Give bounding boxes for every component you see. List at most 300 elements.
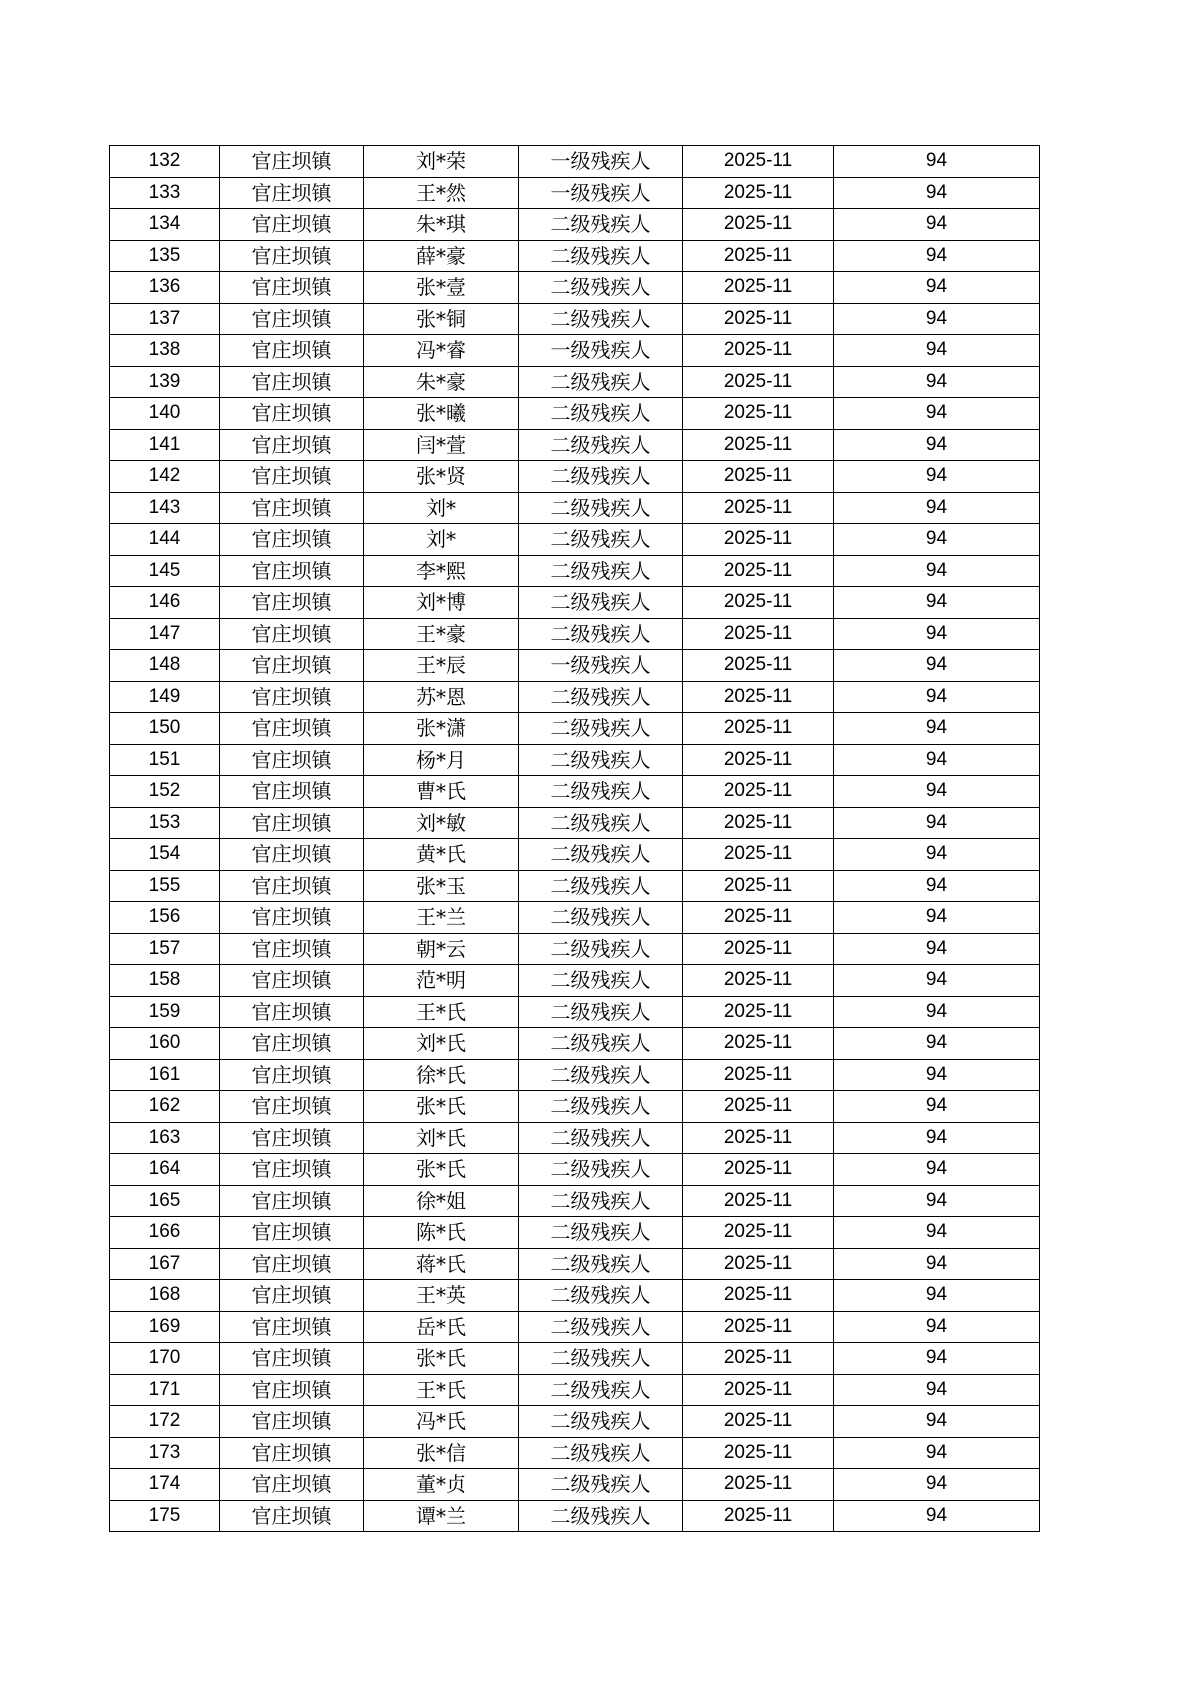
table-row	[110, 555, 1040, 587]
month-cell: 2025-11	[683, 713, 834, 745]
month-cell: 2025-11	[683, 965, 834, 997]
town-cell: 官庄坝镇	[220, 429, 364, 461]
table-row	[110, 870, 1040, 902]
disability-level-cell: 二级残疾人	[519, 1311, 683, 1343]
disability-level-cell: 二级残疾人	[519, 461, 683, 493]
name-cell: 李*熙	[364, 555, 519, 587]
disability-level-cell: 二级残疾人	[519, 1091, 683, 1123]
month-cell: 2025-11	[683, 366, 834, 398]
name-cell: 王*兰	[364, 902, 519, 934]
town-cell: 官庄坝镇	[220, 335, 364, 367]
amount-cell: 94	[834, 429, 1040, 461]
disability-level-cell: 二级残疾人	[519, 965, 683, 997]
table-row	[110, 1406, 1040, 1438]
table-row	[110, 272, 1040, 304]
town-cell: 官庄坝镇	[220, 303, 364, 335]
table-row	[110, 1185, 1040, 1217]
name-cell: 刘*博	[364, 587, 519, 619]
table-row	[110, 429, 1040, 461]
town-cell: 官庄坝镇	[220, 933, 364, 965]
town-cell: 官庄坝镇	[220, 177, 364, 209]
town-cell: 官庄坝镇	[220, 681, 364, 713]
amount-cell: 94	[834, 713, 1040, 745]
disability-level-cell: 二级残疾人	[519, 776, 683, 808]
table-row	[110, 398, 1040, 430]
town-cell: 官庄坝镇	[220, 1028, 364, 1060]
disability-level-cell: 二级残疾人	[519, 1280, 683, 1312]
table-row	[110, 1091, 1040, 1123]
month-cell: 2025-11	[683, 335, 834, 367]
table-row	[110, 335, 1040, 367]
disability-level-cell: 二级残疾人	[519, 209, 683, 241]
name-cell: 杨*月	[364, 744, 519, 776]
amount-cell: 94	[834, 366, 1040, 398]
table-body	[110, 146, 1040, 1532]
amount-cell: 94	[834, 618, 1040, 650]
row-number-cell: 167	[110, 1248, 220, 1280]
row-number-cell: 132	[110, 146, 220, 178]
table-row	[110, 1280, 1040, 1312]
name-cell: 王*豪	[364, 618, 519, 650]
name-cell: 刘*	[364, 492, 519, 524]
name-cell: 张*壹	[364, 272, 519, 304]
table-row	[110, 807, 1040, 839]
table-row	[110, 1311, 1040, 1343]
row-number-cell: 159	[110, 996, 220, 1028]
town-cell: 官庄坝镇	[220, 744, 364, 776]
town-cell: 官庄坝镇	[220, 1185, 364, 1217]
town-cell: 官庄坝镇	[220, 524, 364, 556]
disability-level-cell: 二级残疾人	[519, 1154, 683, 1186]
row-number-cell: 164	[110, 1154, 220, 1186]
month-cell: 2025-11	[683, 933, 834, 965]
month-cell: 2025-11	[683, 272, 834, 304]
amount-cell: 94	[834, 240, 1040, 272]
month-cell: 2025-11	[683, 1343, 834, 1375]
month-cell: 2025-11	[683, 1059, 834, 1091]
month-cell: 2025-11	[683, 1248, 834, 1280]
row-number-cell: 138	[110, 335, 220, 367]
amount-cell: 94	[834, 1311, 1040, 1343]
month-cell: 2025-11	[683, 1154, 834, 1186]
disability-level-cell: 二级残疾人	[519, 272, 683, 304]
month-cell: 2025-11	[683, 744, 834, 776]
amount-cell: 94	[834, 1248, 1040, 1280]
row-number-cell: 150	[110, 713, 220, 745]
row-number-cell: 145	[110, 555, 220, 587]
town-cell: 官庄坝镇	[220, 996, 364, 1028]
month-cell: 2025-11	[683, 1500, 834, 1532]
disability-level-cell: 二级残疾人	[519, 1122, 683, 1154]
row-number-cell: 133	[110, 177, 220, 209]
town-cell: 官庄坝镇	[220, 1437, 364, 1469]
month-cell: 2025-11	[683, 555, 834, 587]
month-cell: 2025-11	[683, 461, 834, 493]
town-cell: 官庄坝镇	[220, 1122, 364, 1154]
table-row	[110, 1374, 1040, 1406]
name-cell: 刘*荣	[364, 146, 519, 178]
table-row	[110, 933, 1040, 965]
amount-cell: 94	[834, 1374, 1040, 1406]
table-row	[110, 1437, 1040, 1469]
row-number-cell: 144	[110, 524, 220, 556]
row-number-cell: 146	[110, 587, 220, 619]
table-row	[110, 650, 1040, 682]
name-cell: 刘*氏	[364, 1122, 519, 1154]
table-row	[110, 618, 1040, 650]
disability-level-cell: 二级残疾人	[519, 398, 683, 430]
town-cell: 官庄坝镇	[220, 1280, 364, 1312]
row-number-cell: 135	[110, 240, 220, 272]
month-cell: 2025-11	[683, 1406, 834, 1438]
town-cell: 官庄坝镇	[220, 587, 364, 619]
name-cell: 冯*氏	[364, 1406, 519, 1438]
name-cell: 蒋*氏	[364, 1248, 519, 1280]
amount-cell: 94	[834, 1280, 1040, 1312]
amount-cell: 94	[834, 1406, 1040, 1438]
name-cell: 刘*敏	[364, 807, 519, 839]
disability-level-cell: 二级残疾人	[519, 807, 683, 839]
disability-level-cell: 二级残疾人	[519, 429, 683, 461]
amount-cell: 94	[834, 492, 1040, 524]
disability-level-cell: 二级残疾人	[519, 1500, 683, 1532]
row-number-cell: 171	[110, 1374, 220, 1406]
amount-cell: 94	[834, 1500, 1040, 1532]
table-row	[110, 1122, 1040, 1154]
month-cell: 2025-11	[683, 429, 834, 461]
row-number-cell: 141	[110, 429, 220, 461]
row-number-cell: 137	[110, 303, 220, 335]
row-number-cell: 134	[110, 209, 220, 241]
row-number-cell: 160	[110, 1028, 220, 1060]
table-row	[110, 713, 1040, 745]
table-row	[110, 744, 1040, 776]
row-number-cell: 172	[110, 1406, 220, 1438]
row-number-cell: 139	[110, 366, 220, 398]
row-number-cell: 140	[110, 398, 220, 430]
name-cell: 冯*睿	[364, 335, 519, 367]
town-cell: 官庄坝镇	[220, 272, 364, 304]
town-cell: 官庄坝镇	[220, 1248, 364, 1280]
disability-level-cell: 二级残疾人	[519, 1406, 683, 1438]
table-row	[110, 587, 1040, 619]
table-row	[110, 177, 1040, 209]
table-row	[110, 1028, 1040, 1060]
row-number-cell: 154	[110, 839, 220, 871]
town-cell: 官庄坝镇	[220, 902, 364, 934]
disability-level-cell: 二级残疾人	[519, 1343, 683, 1375]
month-cell: 2025-11	[683, 209, 834, 241]
amount-cell: 94	[834, 524, 1040, 556]
name-cell: 王*氏	[364, 996, 519, 1028]
month-cell: 2025-11	[683, 524, 834, 556]
row-number-cell: 151	[110, 744, 220, 776]
name-cell: 张*氏	[364, 1343, 519, 1375]
disability-level-cell: 二级残疾人	[519, 1217, 683, 1249]
amount-cell: 94	[834, 1059, 1040, 1091]
month-cell: 2025-11	[683, 1437, 834, 1469]
month-cell: 2025-11	[683, 398, 834, 430]
name-cell: 董*贞	[364, 1469, 519, 1501]
month-cell: 2025-11	[683, 1280, 834, 1312]
month-cell: 2025-11	[683, 303, 834, 335]
month-cell: 2025-11	[683, 839, 834, 871]
amount-cell: 94	[834, 650, 1040, 682]
amount-cell: 94	[834, 335, 1040, 367]
amount-cell: 94	[834, 398, 1040, 430]
row-number-cell: 162	[110, 1091, 220, 1123]
town-cell: 官庄坝镇	[220, 1469, 364, 1501]
town-cell: 官庄坝镇	[220, 1343, 364, 1375]
name-cell: 张*信	[364, 1437, 519, 1469]
month-cell: 2025-11	[683, 1469, 834, 1501]
name-cell: 王*英	[364, 1280, 519, 1312]
disability-level-cell: 二级残疾人	[519, 996, 683, 1028]
row-number-cell: 161	[110, 1059, 220, 1091]
name-cell: 朱*琪	[364, 209, 519, 241]
row-number-cell: 166	[110, 1217, 220, 1249]
month-cell: 2025-11	[683, 240, 834, 272]
month-cell: 2025-11	[683, 1028, 834, 1060]
amount-cell: 94	[834, 902, 1040, 934]
month-cell: 2025-11	[683, 1217, 834, 1249]
row-number-cell: 153	[110, 807, 220, 839]
row-number-cell: 165	[110, 1185, 220, 1217]
amount-cell: 94	[834, 555, 1040, 587]
name-cell: 刘*氏	[364, 1028, 519, 1060]
disability-level-cell: 二级残疾人	[519, 555, 683, 587]
month-cell: 2025-11	[683, 1311, 834, 1343]
table-row	[110, 902, 1040, 934]
row-number-cell: 168	[110, 1280, 220, 1312]
amount-cell: 94	[834, 1154, 1040, 1186]
row-number-cell: 156	[110, 902, 220, 934]
amount-cell: 94	[834, 1217, 1040, 1249]
amount-cell: 94	[834, 1091, 1040, 1123]
table-row	[110, 996, 1040, 1028]
name-cell: 黄*氏	[364, 839, 519, 871]
town-cell: 官庄坝镇	[220, 492, 364, 524]
month-cell: 2025-11	[683, 996, 834, 1028]
table-row	[110, 1469, 1040, 1501]
name-cell: 张*玉	[364, 870, 519, 902]
amount-cell: 94	[834, 776, 1040, 808]
amount-cell: 94	[834, 1028, 1040, 1060]
amount-cell: 94	[834, 209, 1040, 241]
town-cell: 官庄坝镇	[220, 146, 364, 178]
table-row	[110, 240, 1040, 272]
name-cell: 徐*氏	[364, 1059, 519, 1091]
name-cell: 张*贤	[364, 461, 519, 493]
disability-level-cell: 二级残疾人	[519, 1028, 683, 1060]
name-cell: 岳*氏	[364, 1311, 519, 1343]
row-number-cell: 155	[110, 870, 220, 902]
table-row	[110, 965, 1040, 997]
name-cell: 张*氏	[364, 1091, 519, 1123]
amount-cell: 94	[834, 1185, 1040, 1217]
disability-level-cell: 一级残疾人	[519, 650, 683, 682]
amount-cell: 94	[834, 272, 1040, 304]
amount-cell: 94	[834, 1122, 1040, 1154]
table-row	[110, 303, 1040, 335]
name-cell: 王*然	[364, 177, 519, 209]
month-cell: 2025-11	[683, 146, 834, 178]
name-cell: 刘*	[364, 524, 519, 556]
month-cell: 2025-11	[683, 587, 834, 619]
disability-level-cell: 二级残疾人	[519, 839, 683, 871]
amount-cell: 94	[834, 807, 1040, 839]
town-cell: 官庄坝镇	[220, 366, 364, 398]
name-cell: 张*曦	[364, 398, 519, 430]
table-row	[110, 492, 1040, 524]
amount-cell: 94	[834, 933, 1040, 965]
row-number-cell: 169	[110, 1311, 220, 1343]
amount-cell: 94	[834, 1343, 1040, 1375]
row-number-cell: 163	[110, 1122, 220, 1154]
name-cell: 陈*氏	[364, 1217, 519, 1249]
amount-cell: 94	[834, 965, 1040, 997]
disability-level-cell: 一级残疾人	[519, 335, 683, 367]
town-cell: 官庄坝镇	[220, 240, 364, 272]
amount-cell: 94	[834, 146, 1040, 178]
disability-level-cell: 二级残疾人	[519, 902, 683, 934]
town-cell: 官庄坝镇	[220, 839, 364, 871]
disability-level-cell: 二级残疾人	[519, 1374, 683, 1406]
row-number-cell: 149	[110, 681, 220, 713]
table-row	[110, 366, 1040, 398]
table-row	[110, 146, 1040, 178]
table-row	[110, 461, 1040, 493]
town-cell: 官庄坝镇	[220, 1091, 364, 1123]
amount-cell: 94	[834, 996, 1040, 1028]
town-cell: 官庄坝镇	[220, 713, 364, 745]
amount-cell: 94	[834, 681, 1040, 713]
disability-level-cell: 二级残疾人	[519, 933, 683, 965]
town-cell: 官庄坝镇	[220, 776, 364, 808]
month-cell: 2025-11	[683, 492, 834, 524]
town-cell: 官庄坝镇	[220, 461, 364, 493]
name-cell: 徐*姐	[364, 1185, 519, 1217]
disability-level-cell: 二级残疾人	[519, 1059, 683, 1091]
disability-level-cell: 二级残疾人	[519, 492, 683, 524]
town-cell: 官庄坝镇	[220, 1374, 364, 1406]
town-cell: 官庄坝镇	[220, 1500, 364, 1532]
month-cell: 2025-11	[683, 776, 834, 808]
town-cell: 官庄坝镇	[220, 1059, 364, 1091]
town-cell: 官庄坝镇	[220, 870, 364, 902]
town-cell: 官庄坝镇	[220, 965, 364, 997]
name-cell: 薛*豪	[364, 240, 519, 272]
table-row	[110, 1500, 1040, 1532]
amount-cell: 94	[834, 870, 1040, 902]
disability-level-cell: 二级残疾人	[519, 870, 683, 902]
name-cell: 张*氏	[364, 1154, 519, 1186]
table-row	[110, 1343, 1040, 1375]
subsidy-table	[109, 145, 1040, 1532]
name-cell: 张*铜	[364, 303, 519, 335]
town-cell: 官庄坝镇	[220, 1217, 364, 1249]
table-row	[110, 1217, 1040, 1249]
name-cell: 曹*氏	[364, 776, 519, 808]
table-row	[110, 776, 1040, 808]
amount-cell: 94	[834, 177, 1040, 209]
disability-level-cell: 二级残疾人	[519, 1248, 683, 1280]
name-cell: 朱*豪	[364, 366, 519, 398]
disability-level-cell: 二级残疾人	[519, 366, 683, 398]
table-row	[110, 524, 1040, 556]
row-number-cell: 170	[110, 1343, 220, 1375]
row-number-cell: 175	[110, 1500, 220, 1532]
name-cell: 王*氏	[364, 1374, 519, 1406]
disability-level-cell: 二级残疾人	[519, 618, 683, 650]
disability-level-cell: 二级残疾人	[519, 744, 683, 776]
row-number-cell: 148	[110, 650, 220, 682]
month-cell: 2025-11	[683, 681, 834, 713]
amount-cell: 94	[834, 587, 1040, 619]
table-row	[110, 209, 1040, 241]
town-cell: 官庄坝镇	[220, 1406, 364, 1438]
town-cell: 官庄坝镇	[220, 398, 364, 430]
disability-level-cell: 二级残疾人	[519, 1185, 683, 1217]
row-number-cell: 136	[110, 272, 220, 304]
month-cell: 2025-11	[683, 807, 834, 839]
name-cell: 范*明	[364, 965, 519, 997]
month-cell: 2025-11	[683, 1374, 834, 1406]
row-number-cell: 143	[110, 492, 220, 524]
name-cell: 苏*恩	[364, 681, 519, 713]
name-cell: 朝*云	[364, 933, 519, 965]
town-cell: 官庄坝镇	[220, 650, 364, 682]
row-number-cell: 142	[110, 461, 220, 493]
amount-cell: 94	[834, 744, 1040, 776]
month-cell: 2025-11	[683, 1122, 834, 1154]
disability-level-cell: 二级残疾人	[519, 713, 683, 745]
disability-level-cell: 二级残疾人	[519, 587, 683, 619]
disability-level-cell: 二级残疾人	[519, 524, 683, 556]
row-number-cell: 173	[110, 1437, 220, 1469]
name-cell: 张*潇	[364, 713, 519, 745]
town-cell: 官庄坝镇	[220, 1154, 364, 1186]
row-number-cell: 174	[110, 1469, 220, 1501]
name-cell: 谭*兰	[364, 1500, 519, 1532]
row-number-cell: 147	[110, 618, 220, 650]
amount-cell: 94	[834, 1469, 1040, 1501]
table-row	[110, 1059, 1040, 1091]
disability-level-cell: 二级残疾人	[519, 681, 683, 713]
month-cell: 2025-11	[683, 1091, 834, 1123]
disability-level-cell: 一级残疾人	[519, 146, 683, 178]
month-cell: 2025-11	[683, 177, 834, 209]
amount-cell: 94	[834, 839, 1040, 871]
town-cell: 官庄坝镇	[220, 209, 364, 241]
month-cell: 2025-11	[683, 1185, 834, 1217]
amount-cell: 94	[834, 303, 1040, 335]
row-number-cell: 157	[110, 933, 220, 965]
row-number-cell: 158	[110, 965, 220, 997]
disability-level-cell: 二级残疾人	[519, 240, 683, 272]
disability-level-cell: 二级残疾人	[519, 1437, 683, 1469]
name-cell: 王*辰	[364, 650, 519, 682]
table-row	[110, 1248, 1040, 1280]
month-cell: 2025-11	[683, 902, 834, 934]
table-row	[110, 839, 1040, 871]
amount-cell: 94	[834, 461, 1040, 493]
disability-level-cell: 二级残疾人	[519, 303, 683, 335]
disability-level-cell: 一级残疾人	[519, 177, 683, 209]
month-cell: 2025-11	[683, 650, 834, 682]
amount-cell: 94	[834, 1437, 1040, 1469]
table-row	[110, 681, 1040, 713]
